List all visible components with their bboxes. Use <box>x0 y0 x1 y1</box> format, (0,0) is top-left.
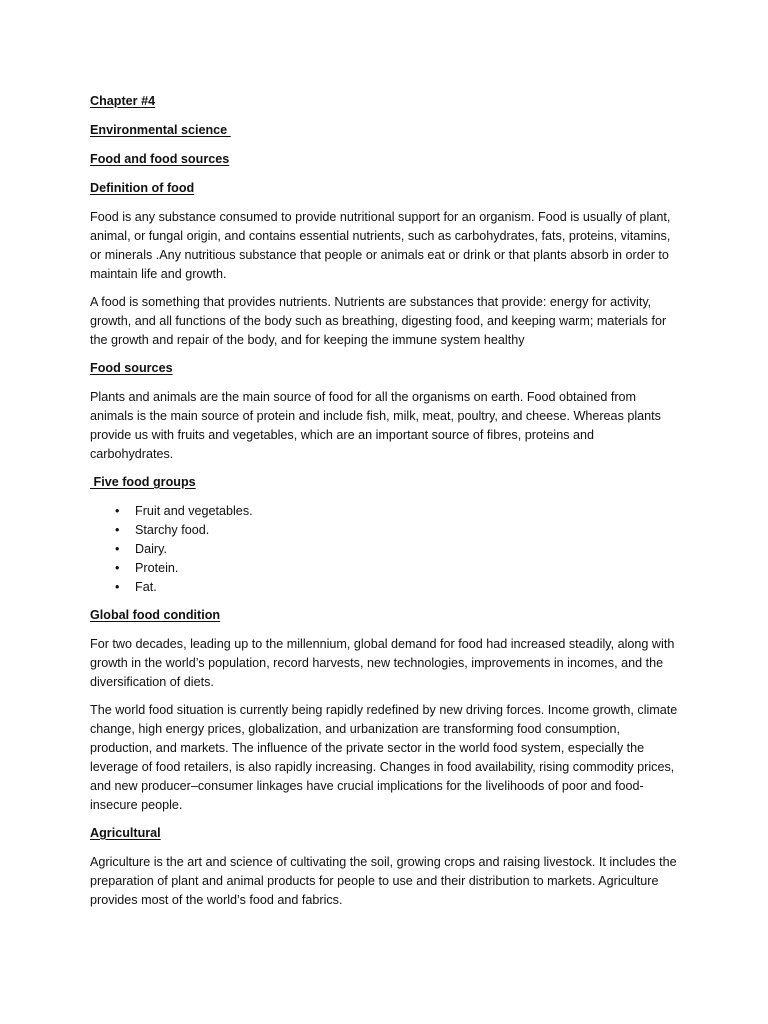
agricultural-paragraph: Agriculture is the art and science of cultivating the soil, growing crops and raising livestock. It includes the preparation of plant and animal products for people to use and their distribution to markets. Agriculture provides most of the world’s food and fabrics. <box>90 855 677 907</box>
agricultural-heading: Agricultural <box>90 826 161 840</box>
bullet-icon: • <box>115 504 120 518</box>
definition-heading: Definition of food <box>90 181 195 195</box>
list-item <box>90 521 680 540</box>
bullet-icon: • <box>115 561 120 575</box>
global-food-paragraph: The world food situation is currently being rapidly redefined by new driving forces. Income growth, climate change, high energy prices, globalization, and urbanization are transforming food consumption, production, and markets. The influence of the private sector in the world food system, especially the leverage of food retailers, is also rapidly increasing. Changes in food availability, rising commodity prices, and new producer–consumer linkages have crucial implications for the livelihoods of poor and food-insecure people. <box>90 703 678 812</box>
chapter-heading: Chapter #4 <box>90 94 156 108</box>
list-item-text: Starchy food. <box>135 523 210 537</box>
global-food-paragraph: For two decades, leading up to the millennium, global demand for food had increased steadily, along with growth in the world’s population, record harvests, new technologies, improvements in incomes, and the diversification of diets. <box>90 637 675 689</box>
food-groups-list <box>90 502 680 597</box>
bullet-icon: • <box>115 542 120 556</box>
list-item <box>90 559 680 578</box>
list-item-text: Fruit and vegetables. <box>135 504 253 518</box>
definition-paragraph: Food is any substance consumed to provide nutritional support for an organism. Food is usually of plant, animal, or fungal origin, and contains essential nutrients, such as carbohydrates, fats, proteins, vitamins, or minerals .Any nutritious substance that people or animals eat or drink or that plants absorb in order to maintain life and growth. <box>90 210 671 281</box>
global-food-heading: Global food condition <box>90 608 221 622</box>
topic-heading: Food and food sources <box>90 152 230 166</box>
list-item-text: Dairy. <box>135 542 167 556</box>
bullet-icon: • <box>115 580 120 594</box>
subject-heading: Environmental science <box>90 123 231 137</box>
list-item-text: Protein. <box>135 561 179 575</box>
list-item <box>90 540 680 559</box>
food-sources-paragraph: Plants and animals are the main source of food for all the organisms on earth. Food obtained from animals is the main source of protein and include fish, milk, meat, poultry, and cheese. Whereas plants provide us with fruits and vegetables, which are an important source of fibres, proteins and carbohydrates. <box>90 390 661 461</box>
list-item-text: Fat. <box>135 580 157 594</box>
definition-paragraph: A food is something that provides nutrients. Nutrients are substances that provide: energy for activity, growth, and all functions of the body such as breathing, digesting food, and keeping warm; materials for the growth and repair of the body, and for keeping the immune system healthy <box>90 295 667 347</box>
list-item <box>90 578 680 597</box>
food-groups-heading: Five food groups <box>90 475 196 489</box>
food-sources-heading: Food sources <box>90 361 173 375</box>
bullet-icon: • <box>115 523 120 537</box>
list-item <box>90 502 680 521</box>
